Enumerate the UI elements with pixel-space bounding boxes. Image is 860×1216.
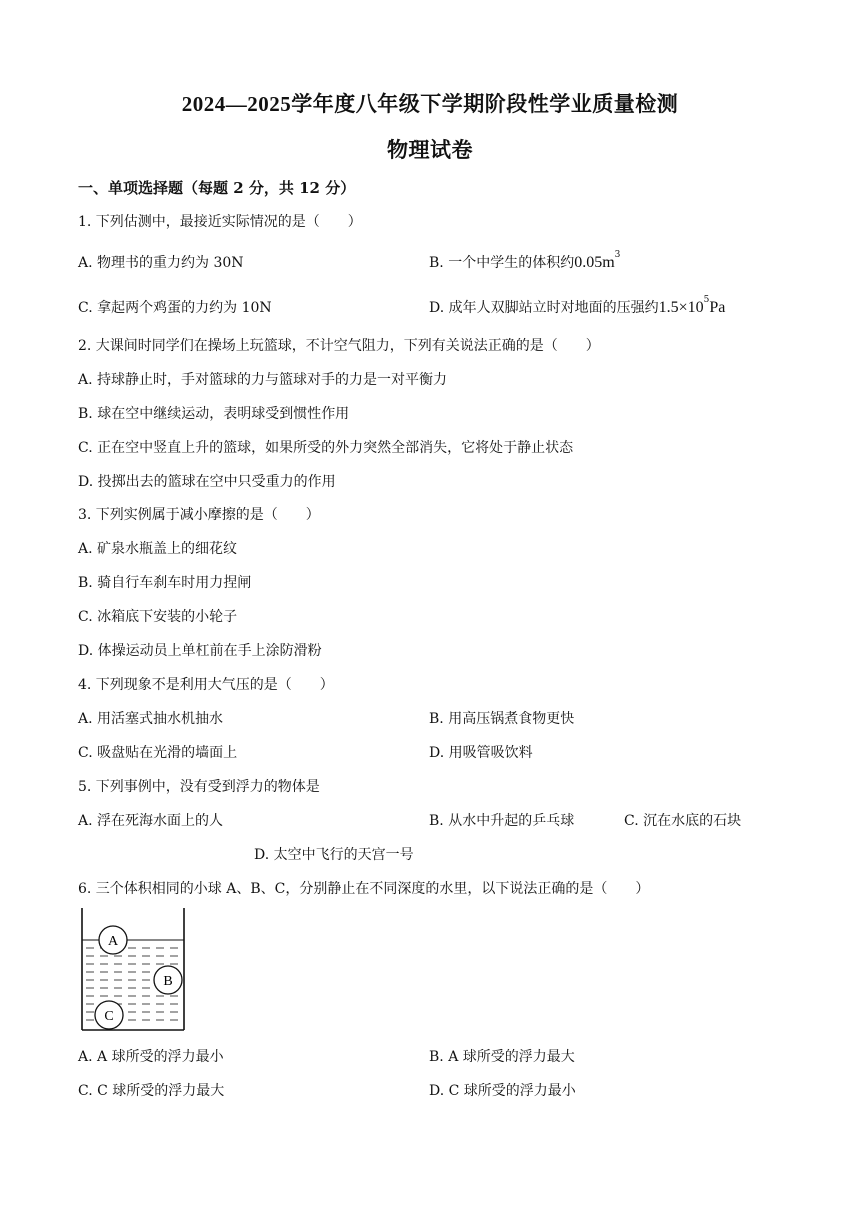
exam-subtitle: 物理试卷 [387,138,473,162]
question-3-stem: 3. 下列实例属于减小摩擦的是（ ） [78,507,320,523]
question-1-option-a: A. 物理书的重力约为 30N [78,255,244,271]
option-b-value: 0.05m [574,254,615,271]
question-2-option-c: C. 正在空中竖直上升的篮球，如果所受的外力突然全部消失，它将处于静止状态 [78,440,574,456]
question-2-option-d: D. 投掷出去的篮球在空中只受重力的作用 [78,474,336,490]
question-1-option-c: C. 拿起两个鸡蛋的力约为 10N [78,300,272,316]
option-d-exponent: 5 [703,295,710,305]
question-3-option-a: A. 矿泉水瓶盖上的细花纹 [78,541,238,557]
question-1-option-d [429,297,725,317]
option-b-text: B. 一个中学生的体积约 [429,255,575,271]
question-3-option-c: C. 冰箱底下安装的小轮子 [78,609,238,625]
question-2-stem: 2. 大课间时同学们在操场上玩篮球，不计空气阻力，下列有关说法正确的是（ ） [78,338,600,354]
ball-b-label: B [163,974,173,989]
option-d-value: 1.5×10 [658,299,704,316]
question-4-stem: 4. 下列现象不是利用大气压的是（ ） [78,677,334,693]
question-1-option-b [429,252,620,272]
question-6-option-b: B. A 球所受的浮力最大 [429,1049,575,1065]
question-6-option-c: C. C 球所受的浮力最大 [78,1083,225,1099]
question-4-option-b: B. 用高压锅煮食物更快 [429,711,575,727]
question-6-option-a: A. A 球所受的浮力最小 [78,1049,224,1065]
question-6-option-d: D. C 球所受的浮力最小 [429,1083,576,1099]
question-6-stem: 6. 三个体积相同的小球 A、B、C，分别静止在不同深度的水里，以下说法正确的是（ ） [78,881,650,897]
question-2-option-a: A. 持球静止时，手对篮球的力与篮球对手的力是一对平衡力 [78,372,448,388]
question-3-option-d: D. 体操运动员上单杠前在手上涂防滑粉 [78,643,322,659]
question-5-option-c: C. 沉在水底的石块 [624,813,742,829]
question-1-stem: 1. 下列估测中，最接近实际情况的是（ ） [78,214,362,230]
question-4-option-a: A. 用活塞式抽水机抽水 [78,711,224,727]
question-2-option-b: B. 球在空中继续运动，表明球受到惯性作用 [78,406,350,422]
question-5-option-d: D. 太空中飞行的天宫一号 [254,847,414,863]
question-5-option-a: A. 浮在死海水面上的人 [78,813,224,829]
ball-a-label: A [107,934,119,949]
question-5-stem: 5. 下列事例中，没有受到浮力的物体是 [78,779,320,795]
question-3-option-b: B. 骑自行车刹车时用力捏闸 [78,575,252,591]
question-5-option-b: B. 从水中升起的乒乓球 [429,813,575,829]
question-4-option-d: D. 用吸管吸饮料 [429,745,533,761]
exam-title: 2024—2025学年度八年级下学期阶段性学业质量检测 [181,92,679,116]
section-heading: 一、单项选择题（每题 2 分，共 12 分） [78,179,356,197]
ball-c-label: C [104,1009,114,1024]
question-4-option-c: C. 吸盘贴在光滑的墙面上 [78,745,238,761]
option-d-unit: Pa [709,299,726,316]
option-d-text: D. 成年人双脚站立时对地面的压强约 [429,300,659,316]
beaker-figure [76,906,192,1034]
option-b-exponent: 3 [614,250,621,260]
